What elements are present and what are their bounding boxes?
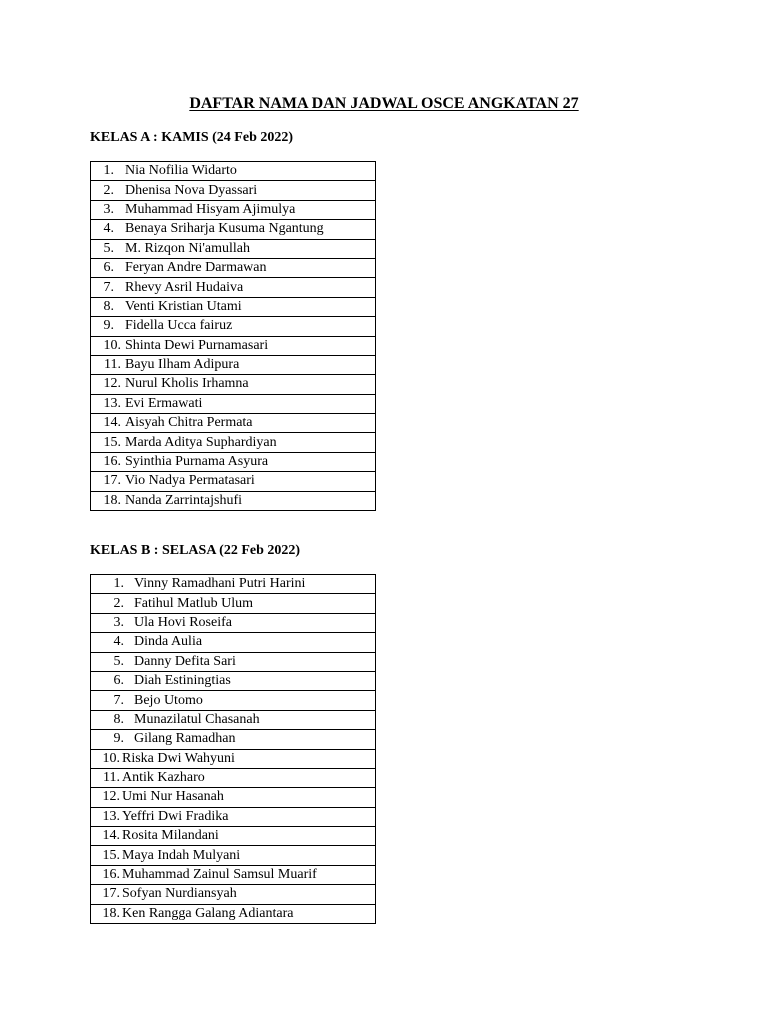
row-number: 13. xyxy=(103,395,121,411)
row-number: 17. xyxy=(102,886,120,902)
student-name: Fidella Ucca fairuz xyxy=(125,318,233,334)
row-number: 2. xyxy=(113,595,124,611)
table-row xyxy=(91,317,376,336)
table-row xyxy=(91,278,376,297)
table-cell xyxy=(91,865,376,884)
table-row xyxy=(91,904,376,923)
table-cell xyxy=(91,768,376,787)
student-name: Ula Hovi Roseifa xyxy=(134,614,232,630)
table-cell xyxy=(91,472,376,491)
row-number: 10. xyxy=(102,750,120,766)
student-name: Bayu Ilham Adipura xyxy=(125,357,240,373)
table-row xyxy=(91,452,376,471)
row-number: 8. xyxy=(103,298,114,314)
table-cell xyxy=(91,394,376,413)
table-row xyxy=(91,691,376,710)
table-row xyxy=(91,491,376,510)
student-name: Gilang Ramadhan xyxy=(134,731,236,747)
kelas-a-table xyxy=(90,161,376,511)
student-name: Bejo Utomo xyxy=(134,692,203,708)
table-row xyxy=(91,633,376,652)
student-name: Nia Nofilia Widarto xyxy=(125,163,237,179)
table-cell xyxy=(91,414,376,433)
student-name: Nurul Kholis Irhamna xyxy=(125,376,249,392)
table-row xyxy=(91,414,376,433)
row-number: 5. xyxy=(103,240,114,256)
table-row xyxy=(91,472,376,491)
kelas-b-table xyxy=(90,574,376,924)
student-name: Benaya Sriharja Kusuma Ngantung xyxy=(125,221,324,237)
student-name: Danny Defita Sari xyxy=(134,653,236,669)
student-name: Antik Kazharo xyxy=(122,770,205,786)
table-cell xyxy=(91,433,376,452)
table-cell xyxy=(91,730,376,749)
table-cell xyxy=(91,807,376,826)
table-row xyxy=(91,885,376,904)
table-row xyxy=(91,788,376,807)
row-number: 12. xyxy=(102,789,120,805)
table-cell xyxy=(91,633,376,652)
table-row xyxy=(91,220,376,239)
table-row xyxy=(91,652,376,671)
table-row xyxy=(91,846,376,865)
table-row xyxy=(91,394,376,413)
student-name: Marda Aditya Suphardiyan xyxy=(125,434,277,450)
table-row xyxy=(91,865,376,884)
table-cell xyxy=(91,181,376,200)
student-name: Vio Nadya Permatasari xyxy=(125,473,255,489)
table-cell xyxy=(91,278,376,297)
student-name: Ken Rangga Galang Adiantara xyxy=(122,905,294,921)
row-number: 18. xyxy=(103,492,121,508)
row-number: 5. xyxy=(113,653,124,669)
row-number: 9. xyxy=(113,731,124,747)
table-row xyxy=(91,807,376,826)
table-row xyxy=(91,239,376,258)
row-number: 7. xyxy=(113,692,124,708)
table-row xyxy=(91,710,376,729)
table-cell xyxy=(91,594,376,613)
student-name: Rhevy Asril Hudaiva xyxy=(125,279,244,295)
student-name: Aisyah Chitra Permata xyxy=(125,415,253,431)
student-name: Fatihul Matlub Ulum xyxy=(134,595,253,611)
student-name: Evi Ermawati xyxy=(125,395,203,411)
table-cell xyxy=(91,162,376,181)
row-number: 16. xyxy=(102,867,120,883)
student-name: Rosita Milandani xyxy=(122,828,219,844)
student-name: Syinthia Purnama Asyura xyxy=(125,454,269,470)
kelas-b-table-body xyxy=(91,575,376,924)
table-cell xyxy=(91,691,376,710)
table-row xyxy=(91,336,376,355)
table-row xyxy=(91,613,376,632)
row-number: 7. xyxy=(103,279,114,295)
table-row xyxy=(91,749,376,768)
student-name: Maya Indah Mulyani xyxy=(122,847,241,863)
row-number: 6. xyxy=(103,260,114,276)
table-cell xyxy=(91,846,376,865)
student-name: Nanda Zarrintajshufi xyxy=(125,492,243,508)
row-number: 6. xyxy=(113,673,124,689)
row-number: 15. xyxy=(102,847,120,863)
table-row xyxy=(91,768,376,787)
row-number: 18. xyxy=(102,905,120,921)
table-row xyxy=(91,594,376,613)
table-cell xyxy=(91,491,376,510)
row-number: 1. xyxy=(103,163,114,179)
row-number: 14. xyxy=(102,828,120,844)
student-name: Yeffri Dwi Fradika xyxy=(122,808,229,824)
table-cell xyxy=(91,200,376,219)
table-row xyxy=(91,575,376,594)
table-row xyxy=(91,200,376,219)
table-cell xyxy=(91,885,376,904)
row-number: 4. xyxy=(113,634,124,650)
row-number: 3. xyxy=(103,201,114,217)
row-number: 14. xyxy=(103,415,121,431)
row-number: 16. xyxy=(103,454,121,470)
kelas-a-table-body xyxy=(91,162,376,511)
student-name: M. Rizqon Ni'amullah xyxy=(125,240,251,256)
table-row xyxy=(91,297,376,316)
table-row xyxy=(91,433,376,452)
student-name: Muhammad Hisyam Ajimulya xyxy=(125,201,296,217)
student-name: Riska Dwi Wahyuni xyxy=(122,750,235,766)
student-name: Sofyan Nurdiansyah xyxy=(122,886,237,902)
student-name: Munazilatul Chasanah xyxy=(134,711,260,727)
table-cell xyxy=(91,258,376,277)
table-row xyxy=(91,671,376,690)
row-number: 17. xyxy=(103,473,121,489)
table-cell xyxy=(91,671,376,690)
row-number: 12. xyxy=(103,376,121,392)
table-cell xyxy=(91,375,376,394)
table-cell xyxy=(91,575,376,594)
table-cell xyxy=(91,827,376,846)
row-number: 3. xyxy=(113,614,124,630)
table-row xyxy=(91,355,376,374)
table-row xyxy=(91,375,376,394)
row-number: 13. xyxy=(102,808,120,824)
table-row xyxy=(91,181,376,200)
row-number: 11. xyxy=(103,770,120,786)
table-cell xyxy=(91,749,376,768)
table-row xyxy=(91,258,376,277)
table-cell xyxy=(91,317,376,336)
table-cell xyxy=(91,336,376,355)
table-cell xyxy=(91,452,376,471)
table-cell xyxy=(91,904,376,923)
table-cell xyxy=(91,239,376,258)
row-number: 15. xyxy=(103,434,121,450)
table-cell xyxy=(91,297,376,316)
row-number: 9. xyxy=(103,318,114,334)
document-title: DAFTAR NAMA DAN JADWAL OSCE ANGKATAN 27 xyxy=(189,95,579,112)
student-name: Venti Kristian Utami xyxy=(125,298,242,314)
student-name: Muhammad Zainul Samsul Muarif xyxy=(122,867,317,883)
student-name: Diah Estiningtias xyxy=(134,673,231,689)
table-row xyxy=(91,162,376,181)
student-name: Shinta Dewi Purnamasari xyxy=(125,337,269,353)
table-cell xyxy=(91,220,376,239)
row-number: 10. xyxy=(103,337,121,353)
student-name: Dhenisa Nova Dyassari xyxy=(125,182,258,198)
student-name: Feryan Andre Darmawan xyxy=(125,260,267,276)
row-number: 8. xyxy=(113,711,124,727)
row-number: 2. xyxy=(103,182,114,198)
table-row xyxy=(91,730,376,749)
table-cell xyxy=(91,355,376,374)
kelas-b-heading: KELAS B : SELASA (22 Feb 2022) xyxy=(90,543,301,558)
kelas-a-heading: KELAS A : KAMIS (24 Feb 2022) xyxy=(90,130,294,145)
table-cell xyxy=(91,613,376,632)
row-number: 4. xyxy=(103,221,114,237)
student-name: Vinny Ramadhani Putri Harini xyxy=(134,576,306,592)
student-name: Dinda Aulia xyxy=(134,634,203,650)
table-cell xyxy=(91,710,376,729)
row-number: 11. xyxy=(104,357,121,373)
row-number: 1. xyxy=(113,576,124,592)
table-cell xyxy=(91,652,376,671)
table-row xyxy=(91,827,376,846)
student-name: Umi Nur Hasanah xyxy=(122,789,224,805)
table-cell xyxy=(91,788,376,807)
